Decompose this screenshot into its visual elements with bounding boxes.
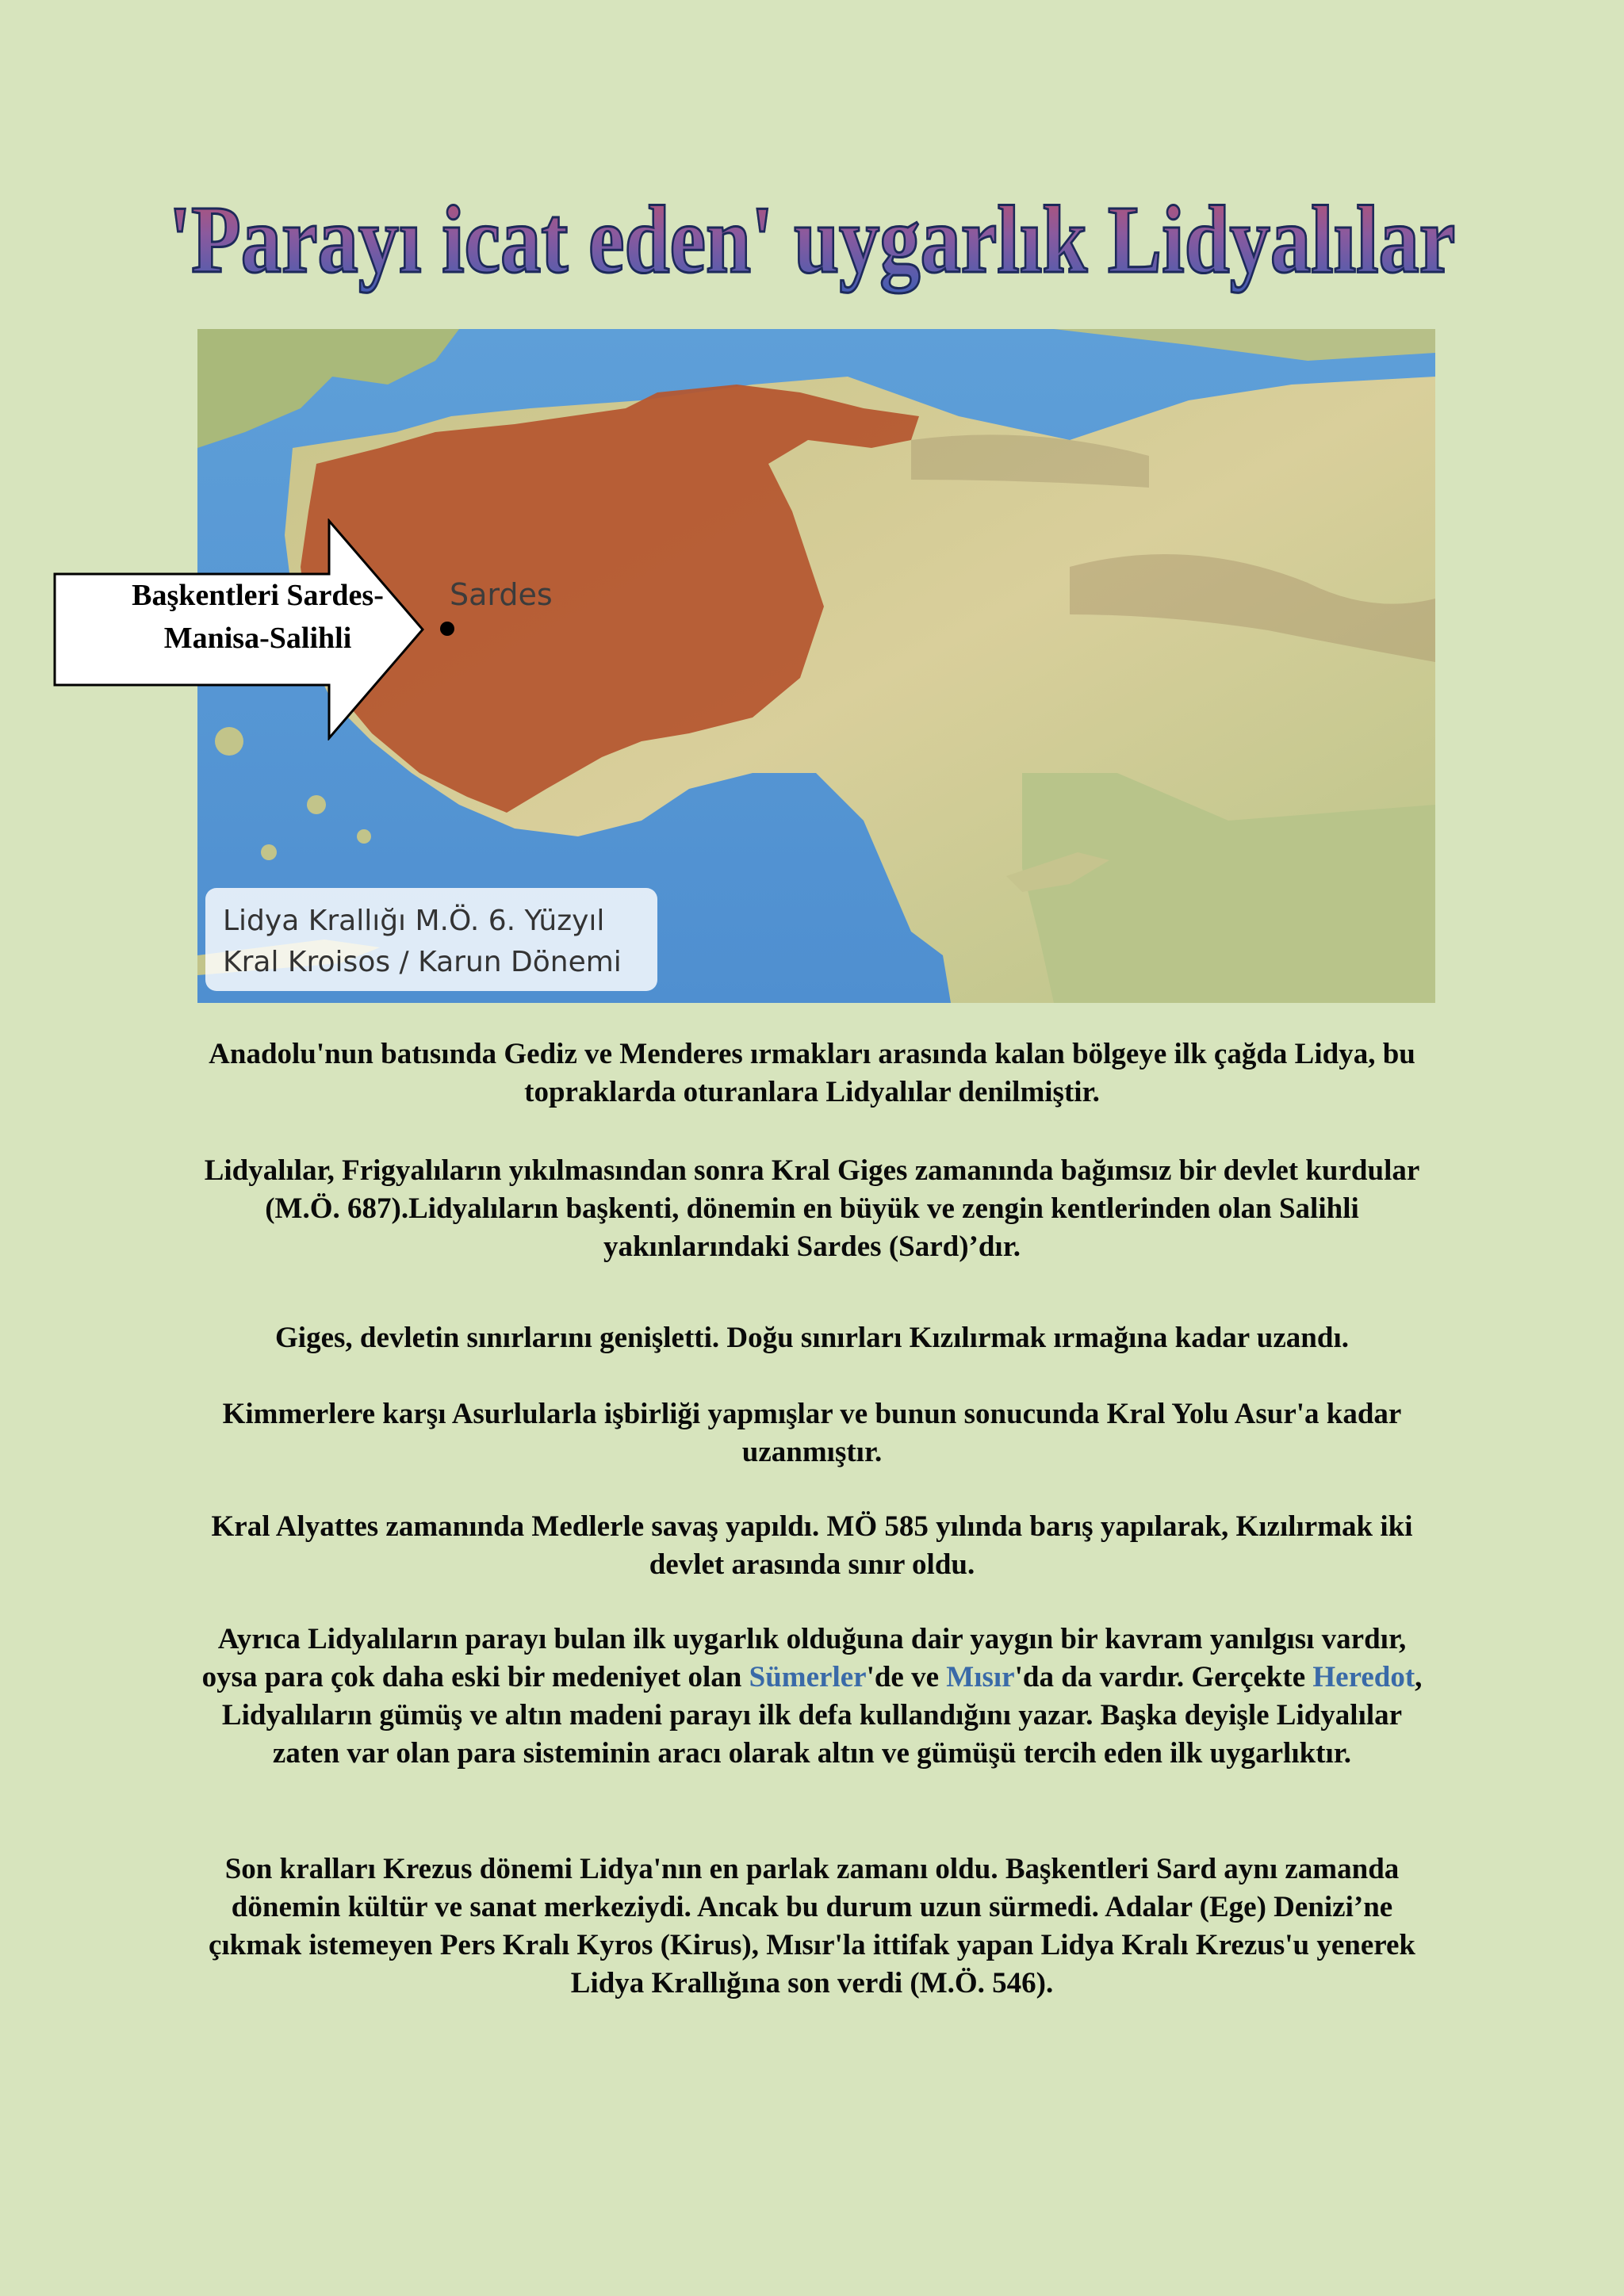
paragraph-1: Anadolu'nun batısında Gediz ve Menderes ırmakları arasında kalan bölgeye ilk çağda Lidya, bu topraklarda oturanlara Lidyalılar denilmiştir. — [209, 1038, 1415, 1108]
aegean-island — [357, 829, 371, 844]
misir-link[interactable]: Mısır — [946, 1661, 1015, 1693]
map-caption-line2: Kral Kroisos / Karun Dönemi — [223, 946, 622, 978]
map-caption-line1: Lidya Krallığı M.Ö. 6. Yüzyıl — [223, 905, 605, 937]
paragraph-6-text: Ayrıca Lidyalıların parayı bulan ilk uygarlık olduğuna dair yaygın bir kavram yanılgısı vardır, oysa para çok daha eski bir medeniyet olan — [201, 1623, 1407, 1693]
paragraph-4: Kimmerlere karşı Asurlularla işbirliği yapmışlar ve bunun sonucunda Kral Yolu Asur'a kadar uzanmıştır. — [222, 1398, 1402, 1468]
paragraph-6-text: 'de ve — [866, 1661, 947, 1693]
paragraph-6 — [187, 1621, 1437, 1773]
aegean-island — [307, 795, 326, 814]
paragraph-6-text: 'da da vardır. Gerçekte — [1014, 1661, 1313, 1693]
heredot-link[interactable]: Heredot — [1312, 1661, 1415, 1693]
sardes-city-label: Sardes — [450, 577, 553, 612]
paragraph-2: Lidyalılar, Frigyalıların yıkılmasından sonra Kral Giges zamanında bağımsız bir devlet kurdular (M.Ö. 687).Lidyalıların başkenti, dönemin en büyük ve zengin kentlerinden olan Salihli yakınlarındaki Sardes (Sard)’dır. — [204, 1154, 1420, 1263]
paragraph-6-text: , Lidyalıların gümüş ve altın madeni parayı ilk defa kullandığını yazar. Başka deyişle Lidyalılar zaten var olan para sisteminin aracı olarak altın ve gümüşü tercih eden ilk uygarlıktır. — [221, 1661, 1423, 1770]
sumerler-link[interactable]: Sümerler — [749, 1661, 867, 1693]
callout-line1: Başkentleri Sardes- — [132, 579, 384, 612]
callout-text — [63, 574, 452, 660]
paragraph-7: Son kralları Krezus dönemi Lidya'nın en parlak zamanı oldu. Başkentleri Sard aynı zamanda dönemin kültür ve sanat merkeziydi. Ancak bu durum uzun sürmedi. Adalar (Ege) Denizi’ne çıkmak istemeyen Pers Kralı Kyros (Kirus), Mısır'la ittifak yapan Lidya Kralı Krezus'u yenerek Lidya Krallığına son verdi (M.Ö. 546). — [208, 1853, 1416, 1999]
paragraph-5: Kral Alyattes zamanında Medlerle savaş yapıldı. MÖ 585 yılında barış yapılarak, Kızılırmak iki devlet arasında sınır oldu. — [211, 1510, 1413, 1581]
aegean-island — [261, 844, 277, 860]
callout-line2: Manisa-Salihli — [163, 622, 352, 655]
paragraph-3: Giges, devletin sınırlarını genişletti. Doğu sınırları Kızılırmak ırmağına kadar uzandı. — [275, 1322, 1349, 1354]
page-title: 'Parayı icat eden' uygarlık Lidyalılar — [130, 181, 1494, 300]
capital-callout — [52, 519, 425, 740]
